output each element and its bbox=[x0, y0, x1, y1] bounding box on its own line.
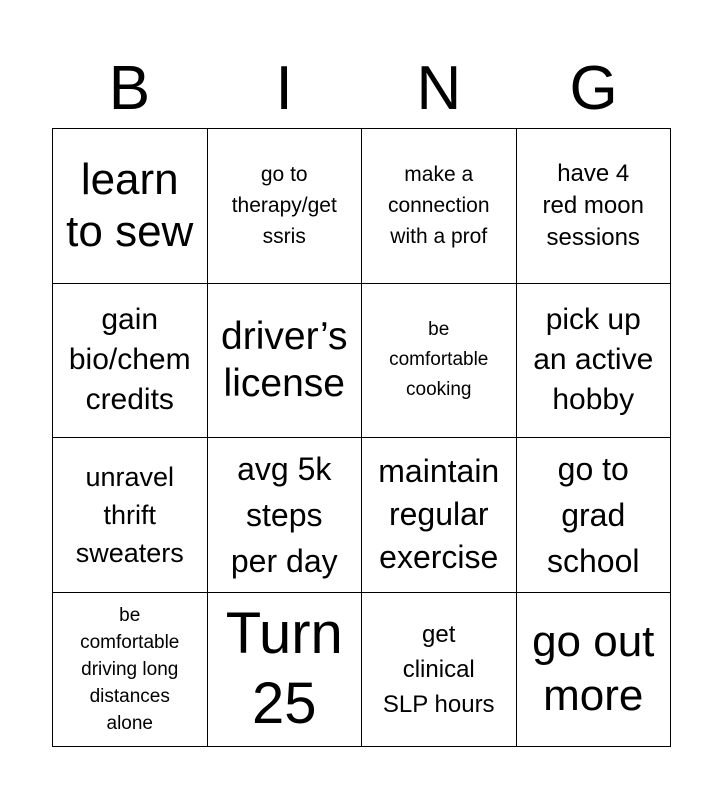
bingo-cell-r4c2[interactable] bbox=[208, 593, 363, 748]
cell-text: avg 5k steps per day bbox=[230, 450, 338, 579]
bingo-cell-r3c1[interactable] bbox=[53, 438, 208, 593]
cell-text: make a connection with a prof bbox=[387, 163, 490, 249]
bingo-cell-r1c2[interactable] bbox=[208, 129, 363, 284]
cell-text: be comfortable driving long distances alone bbox=[80, 604, 180, 734]
cell-text: maintain regular exercise bbox=[378, 453, 500, 576]
header-letter-i: I bbox=[275, 54, 293, 123]
bingo-cell-r2c4[interactable] bbox=[517, 284, 672, 439]
header-letter-g: G bbox=[569, 54, 618, 123]
cell-text: learn to sew bbox=[66, 154, 194, 256]
cell-text: unravel thrift sweaters bbox=[75, 461, 184, 568]
cell-text: pick up an active hobby bbox=[533, 303, 654, 417]
bingo-cell-r3c2[interactable] bbox=[208, 438, 363, 593]
bingo-cell-r1c1[interactable] bbox=[53, 129, 208, 284]
cell-text: go to grad school bbox=[547, 450, 640, 579]
bingo-cell-r4c1[interactable] bbox=[53, 593, 208, 748]
bingo-cell-r3c3[interactable] bbox=[362, 438, 517, 593]
bingo-header bbox=[52, 50, 671, 128]
bingo-cell-r1c3[interactable] bbox=[362, 129, 517, 284]
cell-text: gain bio/chem credits bbox=[68, 303, 191, 417]
bingo-cell-r4c3[interactable] bbox=[362, 593, 517, 748]
cell-text: go out more bbox=[532, 617, 655, 721]
bingo-cell-r4c4[interactable] bbox=[517, 593, 672, 748]
cell-text: have 4 red moon sessions bbox=[542, 159, 644, 251]
cell-text: be comfortable cooking bbox=[389, 319, 489, 401]
header-letter-b: B bbox=[108, 54, 151, 123]
header-letter-n: N bbox=[416, 54, 462, 123]
cell-text: go to therapy/get ssris bbox=[231, 163, 337, 249]
bingo-cell-r2c3[interactable] bbox=[362, 284, 517, 439]
bingo-cell-r3c4[interactable] bbox=[517, 438, 672, 593]
bingo-board bbox=[52, 128, 671, 747]
cell-text: driver’s license bbox=[221, 315, 348, 406]
cell-text: Turn 25 bbox=[225, 601, 343, 737]
bingo-cell-r1c4[interactable] bbox=[517, 129, 672, 284]
bingo-cell-r2c1[interactable] bbox=[53, 284, 208, 439]
bingo-cell-r2c2[interactable] bbox=[208, 284, 363, 439]
cell-text: get clinical SLP hours bbox=[382, 620, 495, 718]
